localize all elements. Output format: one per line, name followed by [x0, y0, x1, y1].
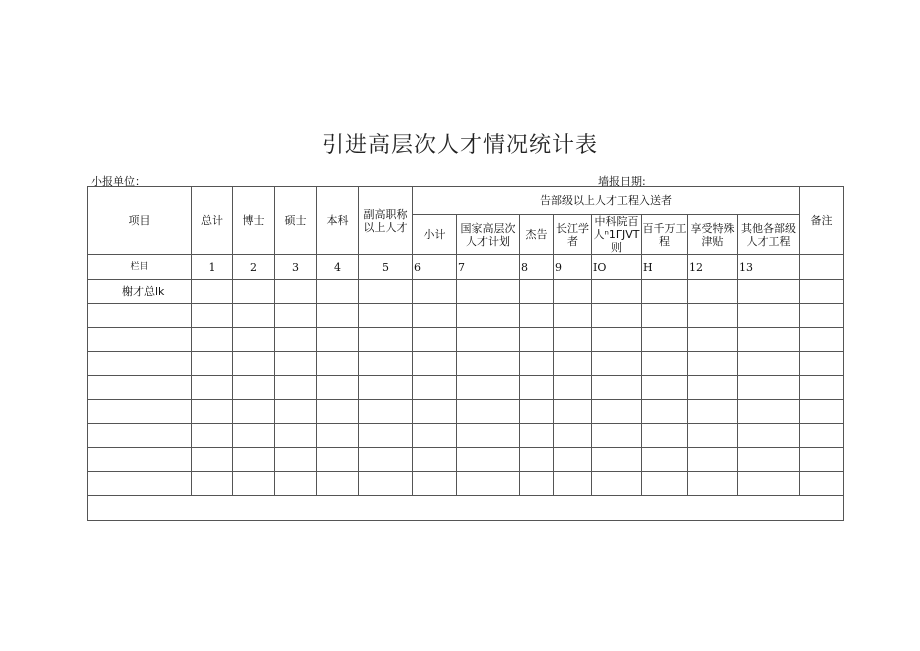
header-other-ministry: 其他各部级人才工程: [738, 215, 800, 255]
table-cell[interactable]: [192, 424, 233, 448]
table-cell[interactable]: [233, 376, 275, 400]
table-cell[interactable]: [317, 448, 359, 472]
table-cell[interactable]: [233, 328, 275, 352]
column-number-row: [88, 255, 844, 280]
table-cell[interactable]: [359, 424, 413, 448]
table-cell[interactable]: [688, 304, 738, 328]
table-cell[interactable]: [88, 424, 192, 448]
header-special-allowance: 享受特殊津贴: [688, 215, 738, 255]
table-cell[interactable]: [520, 448, 554, 472]
table-cell[interactable]: [520, 472, 554, 496]
table-cell[interactable]: [642, 424, 688, 448]
table-cell[interactable]: [800, 280, 844, 304]
table-cell[interactable]: [800, 304, 844, 328]
column-number-7: 7: [457, 255, 520, 280]
table-cell[interactable]: [275, 376, 317, 400]
table-cell[interactable]: [554, 448, 592, 472]
table-row-total: [88, 280, 844, 304]
table-cell[interactable]: [800, 424, 844, 448]
table-row-footer: [88, 496, 844, 521]
table-cell[interactable]: [520, 352, 554, 376]
table-cell[interactable]: [413, 328, 457, 352]
table-cell[interactable]: [413, 352, 457, 376]
table-cell[interactable]: [359, 448, 413, 472]
header-million-project: 百千万工程: [642, 215, 688, 255]
table-cell[interactable]: [554, 424, 592, 448]
table-cell[interactable]: [457, 472, 520, 496]
table-cell[interactable]: [88, 352, 192, 376]
column-number-1: 1: [192, 255, 233, 280]
table-cell[interactable]: [800, 472, 844, 496]
table-cell[interactable]: [233, 448, 275, 472]
header-cas-plan: 中科院百人ⁿ1ΓJVT则: [593, 215, 640, 254]
table-cell[interactable]: [275, 472, 317, 496]
table-cell[interactable]: [275, 280, 317, 304]
table-cell[interactable]: [520, 304, 554, 328]
table-cell[interactable]: [688, 376, 738, 400]
column-number-label: 栏目: [88, 255, 192, 280]
table-cell[interactable]: [275, 424, 317, 448]
table-cell[interactable]: [457, 448, 520, 472]
table-cell[interactable]: [800, 328, 844, 352]
table-cell[interactable]: [688, 328, 738, 352]
table-cell[interactable]: [413, 304, 457, 328]
table-cell[interactable]: [192, 472, 233, 496]
table-cell[interactable]: [554, 400, 592, 424]
table-cell[interactable]: [233, 424, 275, 448]
table-cell[interactable]: [317, 304, 359, 328]
table-cell[interactable]: [317, 280, 359, 304]
table-row: [88, 400, 844, 424]
table-cell[interactable]: [520, 280, 554, 304]
table-cell[interactable]: [413, 448, 457, 472]
table-cell[interactable]: [457, 376, 520, 400]
table-cell[interactable]: [317, 328, 359, 352]
table-cell[interactable]: [88, 304, 192, 328]
table-row: [88, 304, 844, 328]
row-label-total: 榭才总lk: [88, 280, 192, 304]
table-cell[interactable]: [642, 280, 688, 304]
table-cell[interactable]: [88, 472, 192, 496]
table-cell[interactable]: [233, 304, 275, 328]
table-cell[interactable]: [738, 352, 800, 376]
header-subtotal: 小计: [413, 215, 457, 255]
column-number-8: 8: [520, 255, 554, 280]
table-cell[interactable]: [738, 328, 800, 352]
table-cell[interactable]: [642, 448, 688, 472]
table-cell[interactable]: [192, 352, 233, 376]
table-cell[interactable]: [688, 280, 738, 304]
table-cell[interactable]: [317, 376, 359, 400]
table-cell[interactable]: [592, 448, 642, 472]
table-cell[interactable]: [554, 376, 592, 400]
table-cell[interactable]: [592, 304, 642, 328]
table-cell[interactable]: [800, 448, 844, 472]
column-number-2: 2: [233, 255, 275, 280]
table-cell[interactable]: [275, 352, 317, 376]
table-cell[interactable]: [275, 328, 317, 352]
header-total: 总计: [192, 187, 233, 255]
table-cell[interactable]: [520, 424, 554, 448]
table-cell[interactable]: [88, 328, 192, 352]
table-cell[interactable]: [642, 400, 688, 424]
table-cell[interactable]: [800, 376, 844, 400]
page-title: 引进高层次人才情况统计表: [321, 133, 598, 158]
table-cell[interactable]: [642, 328, 688, 352]
table-row: [88, 448, 844, 472]
fill-date-label: 墙报日期:: [598, 175, 646, 188]
header-senior-title: 副高职称以上人才: [359, 187, 413, 255]
table-cell[interactable]: [457, 304, 520, 328]
column-number-9: 9: [554, 255, 592, 280]
footer-cell[interactable]: [88, 496, 844, 521]
table-cell[interactable]: [359, 280, 413, 304]
table-row: [88, 424, 844, 448]
table-cell[interactable]: [554, 352, 592, 376]
table-cell[interactable]: [359, 376, 413, 400]
column-number-10: IO: [592, 255, 642, 280]
table-cell[interactable]: [592, 472, 642, 496]
table-row: [88, 352, 844, 376]
table-cell[interactable]: [642, 304, 688, 328]
table-cell[interactable]: [233, 472, 275, 496]
table-cell[interactable]: [359, 400, 413, 424]
table-cell[interactable]: [457, 424, 520, 448]
reporting-unit-label: 小报单位：: [91, 175, 146, 188]
table-cell[interactable]: [592, 352, 642, 376]
table-cell[interactable]: [317, 472, 359, 496]
table-cell[interactable]: [413, 376, 457, 400]
table-cell[interactable]: [275, 304, 317, 328]
table-cell[interactable]: [457, 352, 520, 376]
table-cell[interactable]: [554, 328, 592, 352]
table-cell[interactable]: [738, 448, 800, 472]
column-number-13: 13: [738, 255, 800, 280]
table-cell[interactable]: [642, 472, 688, 496]
table-cell[interactable]: [520, 376, 554, 400]
header-masters: 硕士: [275, 187, 317, 255]
column-number-11: H: [642, 255, 688, 280]
column-number-12: 12: [688, 255, 738, 280]
table-cell[interactable]: [457, 280, 520, 304]
column-number-5: 5: [359, 255, 413, 280]
table-cell[interactable]: [554, 472, 592, 496]
table-cell[interactable]: [800, 400, 844, 424]
table-cell[interactable]: [554, 280, 592, 304]
table-cell[interactable]: [192, 328, 233, 352]
table-cell[interactable]: [688, 400, 738, 424]
header-outstanding: 杰告: [520, 215, 554, 255]
table-cell[interactable]: [554, 304, 592, 328]
header-changjiang: 长江学者: [554, 215, 592, 255]
table-cell[interactable]: [688, 448, 738, 472]
table-cell[interactable]: [317, 352, 359, 376]
table-cell[interactable]: [413, 472, 457, 496]
table-cell[interactable]: [592, 328, 642, 352]
table-cell[interactable]: [275, 448, 317, 472]
header-talent-project-group: 告部级以上人才工程入送者: [413, 187, 800, 215]
table-cell[interactable]: [592, 376, 642, 400]
header-row-1: [88, 187, 844, 215]
table-cell[interactable]: [359, 352, 413, 376]
column-number-remarks: [800, 255, 844, 280]
table-cell[interactable]: [233, 352, 275, 376]
table-cell[interactable]: [457, 328, 520, 352]
table-cell[interactable]: [359, 472, 413, 496]
table-cell[interactable]: [738, 400, 800, 424]
table-cell[interactable]: [88, 376, 192, 400]
table-cell[interactable]: [688, 472, 738, 496]
table-row: [88, 328, 844, 352]
table-cell[interactable]: [592, 280, 642, 304]
table-cell[interactable]: [192, 376, 233, 400]
table-cell[interactable]: [688, 424, 738, 448]
header-item: 项目: [88, 187, 192, 255]
table-row: [88, 472, 844, 496]
table-cell[interactable]: [738, 376, 800, 400]
table-cell[interactable]: [317, 424, 359, 448]
table-cell[interactable]: [738, 280, 800, 304]
table-cell[interactable]: [738, 472, 800, 496]
header-national-plan: 国家高层次人才计划: [457, 215, 520, 255]
table-cell[interactable]: [88, 400, 192, 424]
header-phd: 博士: [233, 187, 275, 255]
table-cell[interactable]: [642, 352, 688, 376]
table-cell[interactable]: [592, 424, 642, 448]
table-cell[interactable]: [413, 400, 457, 424]
table-cell[interactable]: [457, 400, 520, 424]
table-row: [88, 376, 844, 400]
table-cell[interactable]: [275, 400, 317, 424]
table-cell[interactable]: [233, 280, 275, 304]
table-cell[interactable]: [688, 352, 738, 376]
table-cell[interactable]: [233, 400, 275, 424]
header-bachelor: 本科: [317, 187, 359, 255]
table-cell[interactable]: [592, 400, 642, 424]
table-cell[interactable]: [520, 328, 554, 352]
column-number-6: 6: [413, 255, 457, 280]
header-remarks: 备注: [800, 187, 844, 255]
table-cell[interactable]: [642, 376, 688, 400]
column-number-3: 3: [275, 255, 317, 280]
table-cell[interactable]: [317, 400, 359, 424]
statistics-table: [87, 186, 844, 521]
table-cell[interactable]: [413, 424, 457, 448]
table-cell[interactable]: [800, 352, 844, 376]
table-cell[interactable]: [192, 304, 233, 328]
table-cell[interactable]: [520, 400, 554, 424]
table-cell[interactable]: [88, 448, 192, 472]
table-cell[interactable]: [192, 280, 233, 304]
table-cell[interactable]: [359, 304, 413, 328]
table-cell[interactable]: [359, 328, 413, 352]
table-cell[interactable]: [192, 400, 233, 424]
table-cell[interactable]: [738, 304, 800, 328]
column-number-4: 4: [317, 255, 359, 280]
table-cell[interactable]: [413, 280, 457, 304]
table-cell[interactable]: [192, 448, 233, 472]
table-cell[interactable]: [738, 424, 800, 448]
